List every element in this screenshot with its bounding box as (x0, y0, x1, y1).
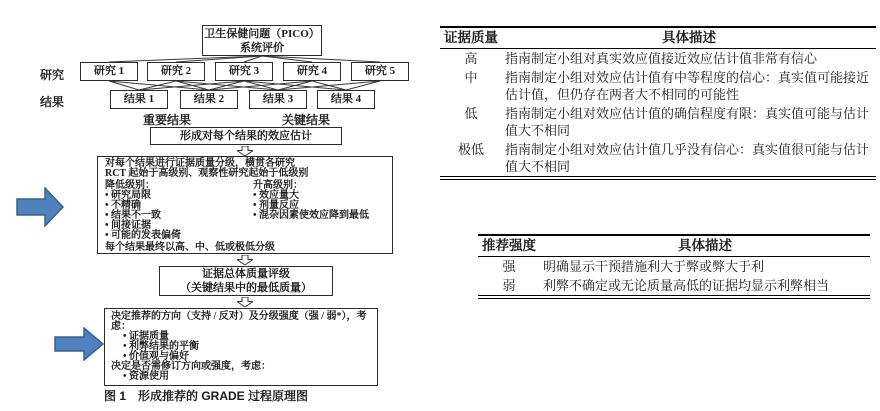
upgrade-column (253, 181, 385, 241)
table-row (440, 140, 876, 178)
decision-revision-line: 决定是否需修订方向或强度，考虑： (111, 361, 271, 372)
grade-cell: 极低 (457, 142, 484, 157)
evidence-quality-table (440, 26, 876, 180)
table-header-row (478, 235, 870, 257)
grading-intro-2: RCT 起始于高级别、观察性研究起始于低级别 (105, 168, 309, 179)
table-row (440, 49, 876, 69)
outcome-box: 结果 4 (317, 90, 375, 109)
recommendation-strength-table (478, 234, 870, 299)
upgrade-title: 升高级别： (253, 180, 303, 191)
table-row (440, 68, 876, 104)
strength-col-header: 推荐强度 (482, 238, 536, 253)
recommendation-decision-box (104, 308, 378, 386)
upgrade-item: • 效应量大 (253, 191, 385, 201)
table-row (440, 104, 876, 140)
grade-cell: 低 (464, 106, 478, 121)
outcome-box: 结果 2 (180, 90, 238, 109)
study-box: 研究 2 (147, 62, 205, 81)
decision-intro: 决定推荐的方向（支持 / 反对）及分级强度（强 / 弱*），考虑： (111, 311, 367, 332)
grade-cell: 中 (464, 70, 478, 85)
grading-intro-1: 对每个结果进行证据质量分级，横贯各研究 (105, 158, 295, 169)
grade-cell: 强 (502, 259, 516, 274)
downgrade-item: • 不精确 (105, 201, 253, 211)
description-cell: 指南制定小组对效应估计值的确信程度有限：真实值可能与估计值大不相同 (505, 106, 870, 138)
flow-down-arrow-icon (237, 146, 253, 156)
study-box: 研究 5 (351, 62, 409, 81)
description-cell: 利弊不确定或无论质量高低的证据均显示利弊相当 (543, 278, 830, 293)
downgrade-item: • 可能的发表偏倚 (105, 231, 253, 241)
pico-line2: 系统评价 (240, 42, 284, 54)
study-box: 研究 1 (80, 62, 138, 81)
overall-quality-box (159, 266, 333, 296)
quality-col-header: 证据质量 (444, 30, 498, 45)
decision-item: • 证据质量 (123, 332, 371, 342)
upgrade-item: • 混杂因素使效应降到最低 (253, 211, 385, 221)
pico-box (202, 25, 322, 56)
table-row (478, 257, 870, 277)
description-cell: 指南制定小组对效应估计值几乎没有信心：真实值很可能与估计值大不相同 (505, 142, 870, 174)
downgrade-column (105, 181, 253, 241)
blue-right-arrow-icon (54, 327, 104, 361)
pico-line1: 卫生保健问题（PICO） (204, 28, 320, 40)
description-col-header: 具体描述 (662, 30, 716, 45)
upgrade-item: • 剂量反应 (253, 201, 385, 211)
study-row-label: 研究 (40, 68, 65, 82)
table-row (478, 276, 870, 297)
overall-line1: 证据总体质量评级 (202, 268, 290, 280)
grade-cell: 高 (464, 51, 478, 66)
decision-item: • 资源使用 (123, 372, 371, 382)
outcome-box: 结果 3 (249, 90, 307, 109)
downgrade-item: • 研究局限 (105, 191, 253, 201)
blue-right-arrow-icon (16, 187, 64, 227)
grading-final-line: 每个结果最终以高、中、低或极低分级 (105, 242, 275, 253)
figure-caption: 图 1 形成推荐的 GRADE 过程原理图 (104, 389, 309, 403)
decision-item: • 价值观与偏好 (123, 352, 371, 362)
effect-estimate-box: 形成对每个结果的效应估计 (150, 127, 342, 145)
description-col-header: 具体描述 (678, 238, 732, 253)
description-cell: 明确显示干预措施利大于弊或弊大于利 (543, 259, 765, 274)
flow-down-arrow-icon (237, 297, 253, 307)
downgrade-item: • 结果不一致 (105, 211, 253, 221)
quality-grading-box (97, 156, 393, 254)
study-box: 研究 4 (283, 62, 341, 81)
study-box: 研究 3 (215, 62, 273, 81)
flow-down-arrow-icon (237, 255, 253, 265)
downgrade-item: • 间接证据 (105, 221, 253, 231)
overall-line2: （关键结果中的最低质量） (180, 282, 312, 294)
outcome-row-label: 结果 (40, 95, 65, 109)
decision-item: • 利弊结果的平衡 (123, 342, 371, 352)
critical-outcomes-label: 关键结果 (282, 113, 331, 127)
description-cell: 指南制定小组对真实效应值接近效应估计值非常有信心 (505, 51, 818, 66)
description-cell: 指南制定小组对效应估计值有中等程度的信心：真实值可能接近估计值，但仍存在两者大不相同的可能性 (505, 70, 870, 102)
outcome-box: 结果 1 (110, 90, 168, 109)
grade-cell: 弱 (502, 278, 516, 293)
downgrade-title: 降低级别： (105, 180, 155, 191)
important-outcomes-label: 重要结果 (143, 113, 192, 127)
table-header-row (440, 27, 876, 49)
